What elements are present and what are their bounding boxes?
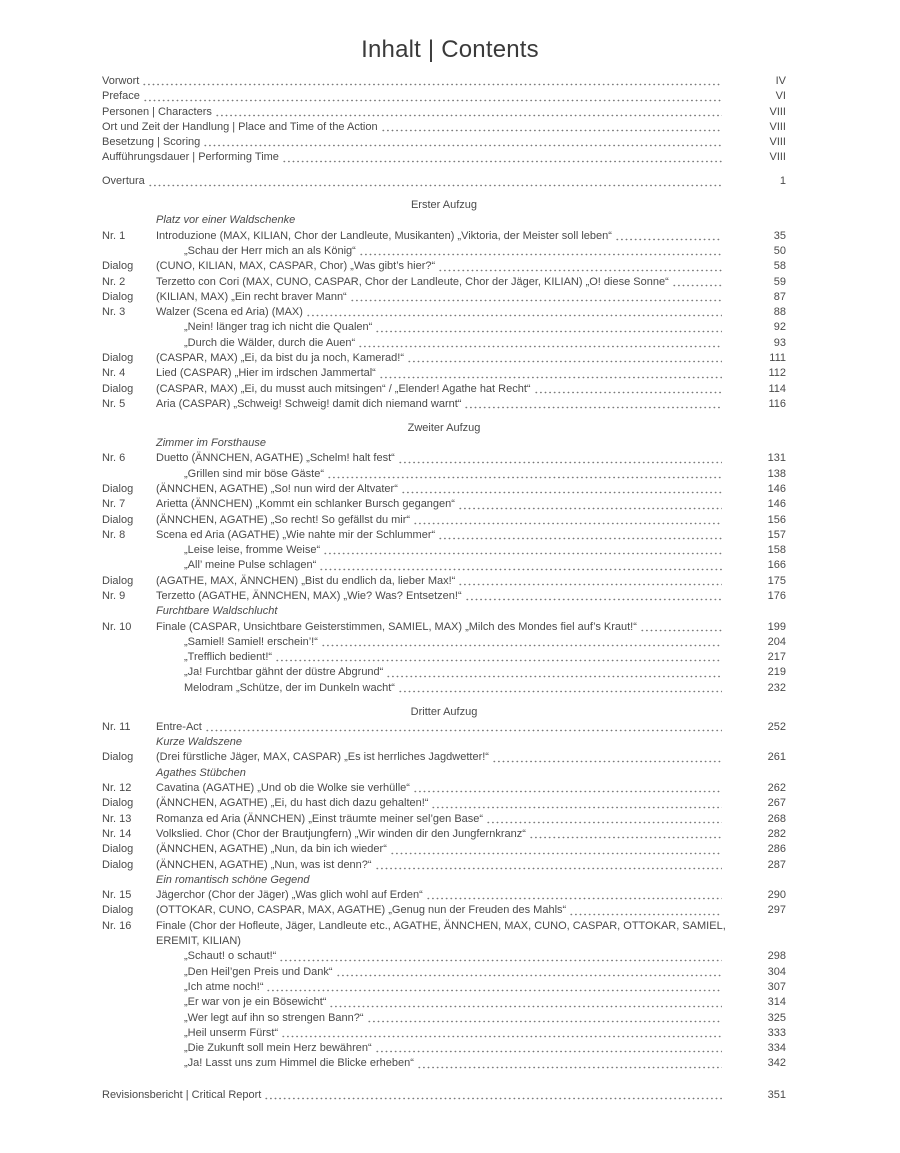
entry-title: „Trefflich bedient!“ [184,651,273,664]
page-number: 138 [767,467,786,480]
toc-entry[interactable] [102,397,786,412]
entry-title: „Ich atme noch!“ [184,980,264,993]
entry-title: „Den Heil’gen Preis und Dank“ [184,965,333,978]
entry-title: „Nein! länger trag ich nicht die Qualen“ [184,321,373,334]
entry-label: Nr. 2 [102,275,126,288]
entry-title: Introduzione (MAX, KILIAN, Chor der Landleute, Musikanten) „Viktoria, der Meister soll leben“ [156,229,612,242]
entry-title: Duetto (ÄNNCHEN, AGATHE) „Schelm! halt fest“ [156,452,395,465]
entry-label: Nr. 4 [102,367,126,380]
page-number: 58 [773,260,786,273]
dot-leader [672,276,722,287]
page-number: 232 [767,681,786,694]
scene-heading: Ein romantisch schöne Gegend [156,873,310,886]
entry-label: Dialog [102,382,134,395]
entry-title: „Heil unserm Fürst“ [184,1026,279,1039]
toc-entry[interactable] [102,796,786,811]
dot-leader [375,322,722,333]
dot-leader [306,306,722,317]
page-number: 325 [767,1011,786,1024]
entry-label: Dialog [102,352,134,365]
entry-label: Nr. 7 [102,498,126,511]
page-number: VI [775,90,786,103]
page-number: 268 [767,812,786,825]
page-number: 199 [767,620,786,633]
entry-title: (ÄNNCHEN, AGATHE) „Nun, da bin ich wieder“ [156,843,387,856]
entry-title: „Die Zukunft soll mein Herz bewähren“ [184,1042,372,1055]
dot-leader [359,245,722,256]
entry-label: Nr. 16 [102,919,132,932]
toc-entry[interactable] [102,750,786,765]
toc-entry[interactable] [102,589,786,604]
toc-entry[interactable] [102,888,786,903]
page-number: VIII [769,151,786,164]
dot-leader [319,560,722,571]
entry-title: (CUNO, KILIAN, MAX, CASPAR, Chor) „Was gibt’s hier?“ [156,260,436,273]
dot-leader [379,368,722,379]
entry-title: Terzetto con Cori (MAX, CUNO, CASPAR, Chor der Landleute, Chor der Jäger, KILIAN) „O! diese Sonne“ [156,275,669,288]
page-number: 1 [779,175,786,188]
toc-entry[interactable] [102,482,786,497]
page-number: 334 [767,1042,786,1055]
page-number: 116 [768,397,786,410]
entry-title: (CASPAR, MAX) „Ei, da bist du ja noch, Kamerad!“ [156,352,404,365]
entry-title: „All’ meine Pulse schlagen“ [184,559,317,572]
entry-title: Vorwort [102,75,140,87]
toc-entry[interactable] [102,528,786,543]
page-number: 176 [767,590,786,602]
dot-leader [143,91,722,102]
dot-leader [275,651,722,662]
page-number: 297 [767,904,786,917]
dot-leader [413,514,722,525]
dot-leader [417,1058,722,1069]
toc-entry[interactable] [102,135,786,150]
entry-title: „Schaut! o schaut!“ [184,950,277,963]
toc-entry[interactable] [102,229,786,244]
entry-title: Entre-Act [156,720,202,733]
dot-leader [431,798,722,809]
entry-title: Romanza ed Aria (ÄNNCHEN) „Einst träumte meiner sel’gen Base“ [156,812,484,825]
entry-label: Dialog [102,513,134,526]
entry-title: (ÄNNCHEN, AGATHE) „Ei, du hast dich dazu gehalten!“ [156,797,429,810]
page-title: Inhalt | Contents [361,36,539,63]
dot-leader [615,230,722,241]
entry-title: „Ja! Lasst uns zum Himmel die Blicke erheben“ [184,1057,414,1070]
page-number: 131 [767,452,786,465]
entry-label: Dialog [102,260,134,273]
dot-leader [367,1012,722,1023]
toc-entry[interactable] [102,74,786,89]
scene-heading: Agathes Stübchen [156,766,246,779]
toc-entry[interactable] [102,259,786,274]
toc-entry[interactable] [102,497,786,512]
entry-label: Nr. 15 [102,889,132,902]
dot-leader [329,997,722,1008]
dot-leader [266,981,722,992]
entry-title: (Drei fürstliche Jäger, MAX, CASPAR) „Es ist herrliches Jagdwetter!“ [156,751,489,764]
dot-leader [264,1089,722,1100]
dot-leader [407,352,722,363]
entry-title: „Leise leise, fromme Weise“ [184,544,321,557]
dot-leader [282,152,722,163]
dot-leader [279,951,722,962]
entry-title: Cavatina (AGATHE) „Und ob die Wolke sie verhülle“ [156,782,410,795]
entry-title: „Wer legt auf ihn so strengen Bann?“ [184,1011,364,1024]
toc-entry[interactable] [102,665,786,680]
toc-entry[interactable] [102,320,786,335]
page-number: 217 [767,651,786,664]
dot-leader [203,136,722,147]
dot-leader [486,813,722,824]
dot-leader [426,889,722,900]
entry-label: Dialog [102,574,134,587]
dot-leader [465,590,722,601]
entry-title: „Ja! Furchtbar gähnt der düstre Abgrund“ [184,666,384,679]
entry-title: Ort und Zeit der Handlung | Place and Time of the Action [102,120,378,133]
page-number: 146 [767,482,786,495]
toc-entry[interactable] [102,275,786,290]
toc-entry[interactable] [102,1056,786,1071]
entry-title: (ÄNNCHEN, AGATHE) „Nun, was ist denn?“ [156,858,372,871]
entry-label: Nr. 6 [102,452,126,465]
dot-leader [205,721,722,732]
entry-label: Dialog [102,751,134,764]
toc-entry[interactable] [102,620,786,635]
dot-leader [413,782,722,793]
page-number: 314 [767,996,786,1009]
page-number: 93 [773,336,786,349]
toc-entry[interactable] [102,919,786,950]
entry-title: „Durch die Wälder, durch die Auen“ [184,336,356,349]
entry-title: Scena ed Aria (AGATHE) „Wie nahte mir der Schlummer“ [156,528,436,541]
dot-leader [398,453,722,464]
scene-heading: Furchtbare Waldschlucht [156,605,278,618]
page-number: 35 [773,229,786,242]
page-number: 158 [767,544,786,557]
toc-entry[interactable] [102,1088,786,1103]
page-number: 298 [767,950,786,963]
toc-entry[interactable] [102,89,786,104]
entry-title: Volkslied. Chor (Chor der Brautjungfern) „Wir winden dir den Jungfernkranz“ [156,827,526,840]
toc-entry[interactable] [102,1041,786,1056]
dot-leader [438,261,722,272]
page-number: 287 [767,858,786,871]
entry-title: „Samiel! Samiel! erschein’!“ [184,635,318,648]
toc-entry[interactable] [102,150,786,165]
entry-label: Nr. 1 [102,229,126,242]
entry-title: Finale (CASPAR, Unsichtbare Geisterstimmen, SAMIEL, MAX) „Milch des Mondes fiel auf’s Kraut!“ [156,620,637,633]
toc-entry[interactable] [102,980,786,995]
toc-entry[interactable] [102,781,786,796]
page-number: 261 [767,751,786,764]
toc-entry[interactable] [102,105,786,120]
page-number: IV [775,75,786,87]
page-number: VIII [769,136,786,149]
dot-leader [281,1027,722,1038]
toc-entry[interactable] [102,903,786,918]
dot-leader [529,828,722,839]
dot-leader [398,682,722,693]
dot-leader [358,337,722,348]
dot-leader [640,621,722,632]
dot-leader [464,398,722,409]
entry-title: (ÄNNCHEN, AGATHE) „So! nun wird der Altvater“ [156,482,398,495]
page-number: 304 [767,965,786,978]
toc-entry[interactable] [102,244,786,259]
page-number: 252 [767,720,786,733]
page-number: 112 [768,367,786,380]
page-number: 114 [768,382,786,395]
page-number: 290 [767,889,786,902]
entry-label: Nr. 9 [102,590,126,602]
page-number: 59 [773,275,786,288]
dot-leader [438,529,722,540]
toc-entry[interactable] [102,351,786,366]
toc-entry[interactable] [102,681,786,696]
entry-label: Dialog [102,290,134,303]
toc-entry[interactable] [102,382,786,397]
toc-entry[interactable] [102,305,786,320]
entry-label: Nr. 11 [102,720,131,733]
entry-label: Nr. 12 [102,782,132,795]
entry-label: Nr. 13 [102,812,132,825]
toc-entry[interactable] [102,120,786,135]
dot-leader [321,636,722,647]
dot-leader [327,468,722,479]
entry-label: Nr. 5 [102,397,126,410]
entry-title: Walzer (Scena ed Aria) (MAX) [156,306,303,319]
entry-label: Nr. 8 [102,528,126,541]
page-number: 156 [767,513,786,526]
toc-entry[interactable] [102,336,786,351]
page-number: 342 [767,1057,786,1070]
dot-leader [534,383,722,394]
entry-title: (OTTOKAR, CUNO, CASPAR, MAX, AGATHE) „Genug nun der Freuden des Mahls“ [156,904,567,917]
page-number: 219 [767,666,786,679]
toc-entry[interactable] [102,858,786,873]
toc-entry[interactable] [102,467,786,482]
toc-entry[interactable] [102,366,786,381]
dot-leader [148,176,722,187]
entry-title: „Er war von je ein Bösewicht“ [184,996,327,1009]
act-heading: Erster Aufzug [410,199,478,212]
dot-leader [401,483,722,494]
dot-leader [386,667,722,678]
entry-label: Dialog [102,797,134,810]
entry-title: Terzetto (AGATHE, ÄNNCHEN, MAX) „Wie? Was? Entsetzen!“ [156,590,462,602]
toc-entry[interactable] [102,650,786,665]
page-number: 50 [773,244,786,257]
toc-entry[interactable] [102,827,786,842]
entry-title: Overtura [102,175,145,188]
entry-title: Finale (Chor der Hofleute, Jäger, Landleute etc., AGATHE, ÄNNCHEN, MAX, CUNO, CASPAR, OTTOKAR, SAMIEL, EREMIT, KILIAN) [156,919,726,948]
toc-entry[interactable] [102,290,786,305]
toc-entry[interactable] [102,1011,786,1026]
toc-entry[interactable] [102,174,786,189]
page-number: VIII [769,120,786,133]
entry-label: Nr. 14 [102,827,132,840]
entry-label: Dialog [102,858,134,871]
dot-leader [375,859,722,870]
page-number: 204 [767,635,786,648]
toc-entry[interactable] [102,513,786,528]
entry-title: Melodram „Schütze, der im Dunkeln wacht“ [184,681,395,694]
entry-label: Nr. 10 [102,620,132,633]
scene-heading: Platz vor einer Waldschenke [156,214,296,227]
entry-title: (ÄNNCHEN, AGATHE) „So recht! So gefällst du mir“ [156,513,411,526]
toc-entry[interactable] [102,574,786,589]
dot-leader [336,966,722,977]
dot-leader [381,121,722,132]
toc-entry[interactable] [102,995,786,1010]
entry-title: Aufführungsdauer | Performing Time [102,151,279,164]
scene-heading: Zimmer im Forsthause [156,437,267,450]
act-heading: Zweiter Aufzug [407,421,481,434]
dot-leader [458,575,722,586]
page-number: 175 [767,574,786,587]
toc-entry[interactable] [102,949,786,964]
entry-title: Lied (CASPAR) „Hier im irdschen Jammertal“ [156,367,376,380]
page-number: 282 [767,827,786,840]
dot-leader [375,1042,722,1053]
page-number: VIII [769,105,786,118]
entry-title: „Grillen sind mir böse Gäste“ [184,467,324,480]
entry-title: (KILIAN, MAX) „Ein recht braver Mann“ [156,290,347,303]
entry-title: Preface [102,90,140,103]
entry-title: Besetzung | Scoring [102,136,201,149]
page-number: 307 [767,980,786,993]
dot-leader [215,106,722,117]
entry-label: Dialog [102,843,134,856]
page-number: 157 [767,528,786,541]
entry-title: „Schau der Herr mich an als König“ [184,244,356,257]
entry-label: Dialog [102,482,134,495]
dot-leader [142,75,722,86]
toc-entry[interactable] [102,635,786,650]
toc-entry[interactable] [102,558,786,573]
dot-leader [350,291,722,302]
entry-title: Revisionsbericht | Critical Report [102,1088,262,1101]
toc-entry[interactable] [102,842,786,857]
toc-entry[interactable] [102,1026,786,1041]
page-number: 92 [773,321,786,334]
entry-title: (AGATHE, MAX, ÄNNCHEN) „Bist du endlich da, lieber Max!“ [156,574,456,587]
entry-title: Aria (CASPAR) „Schweig! Schweig! damit dich niemand warnt“ [156,397,462,410]
page-number: 166 [767,559,786,572]
entry-label: Nr. 3 [102,306,126,319]
entry-label: Dialog [102,904,134,917]
dot-leader [569,905,722,916]
dot-leader [323,544,722,555]
page-number: 111 [769,352,786,365]
toc-entry[interactable] [102,451,786,466]
toc-entry[interactable] [102,543,786,558]
page-number: 88 [773,306,786,319]
page-number: 286 [767,843,786,856]
page-number: 87 [773,290,786,303]
page-number: 351 [767,1088,786,1101]
table-of-contents [102,74,786,1103]
entry-title: Jägerchor (Chor der Jäger) „Was glich wohl auf Erden“ [156,889,423,902]
dot-leader [458,499,722,510]
toc-entry[interactable] [102,965,786,980]
entry-title: Personen | Characters [102,105,212,118]
page-number: 146 [767,498,786,511]
act-heading: Dritter Aufzug [410,705,478,718]
page-number: 267 [767,797,786,810]
entry-title: (CASPAR, MAX) „Ei, du musst auch mitsingen“ / „Elender! Agathe hat Recht“ [156,382,531,395]
toc-entry[interactable] [102,720,786,735]
scene-heading: Kurze Waldszene [156,736,243,749]
page-number: 333 [767,1026,786,1039]
dot-leader [390,844,722,855]
entry-title: Arietta (ÄNNCHEN) „Kommt ein schlanker Bursch gegangen“ [156,498,455,511]
page-number: 262 [767,782,786,795]
dot-leader [492,752,722,763]
toc-entry[interactable] [102,812,786,827]
